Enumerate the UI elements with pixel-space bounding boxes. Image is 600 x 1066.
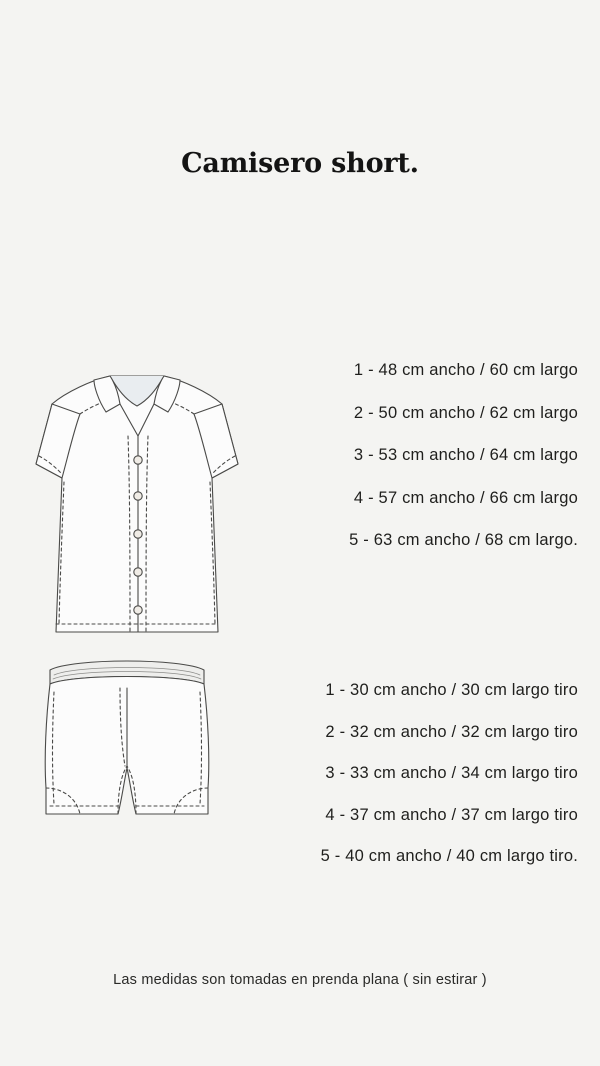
list-item: 5 - 63 cm ancho / 68 cm largo. bbox=[349, 531, 578, 549]
short-sleeve-shirt-illustration bbox=[22, 352, 252, 652]
shorts-measurement-list bbox=[248, 682, 578, 890]
list-item: 3 - 53 cm ancho / 64 cm largo bbox=[353, 446, 578, 464]
list-item: 4 - 57 cm ancho / 66 cm largo bbox=[353, 488, 578, 507]
shirt-measurement-list bbox=[248, 362, 578, 575]
page-title: Camisero short. bbox=[181, 148, 419, 179]
list-item: 3 - 33 cm ancho / 34 cm largo tiro bbox=[325, 764, 578, 782]
list-item: 5 - 40 cm ancho / 40 cm largo tiro. bbox=[320, 847, 578, 865]
list-item: 2 - 32 cm ancho / 32 cm largo tiro bbox=[325, 722, 578, 741]
list-item: 1 - 30 cm ancho / 30 cm largo tiro bbox=[325, 681, 578, 699]
measurement-disclaimer: Las medidas son tomadas en prenda plana ( sin estirar ) bbox=[113, 972, 487, 988]
list-item: 2 - 50 cm ancho / 62 cm largo bbox=[353, 403, 578, 422]
shorts-illustration bbox=[32, 648, 222, 878]
list-item: 1 - 48 cm ancho / 60 cm largo bbox=[353, 361, 578, 379]
list-item: 4 - 37 cm ancho / 37 cm largo tiro bbox=[325, 805, 578, 824]
